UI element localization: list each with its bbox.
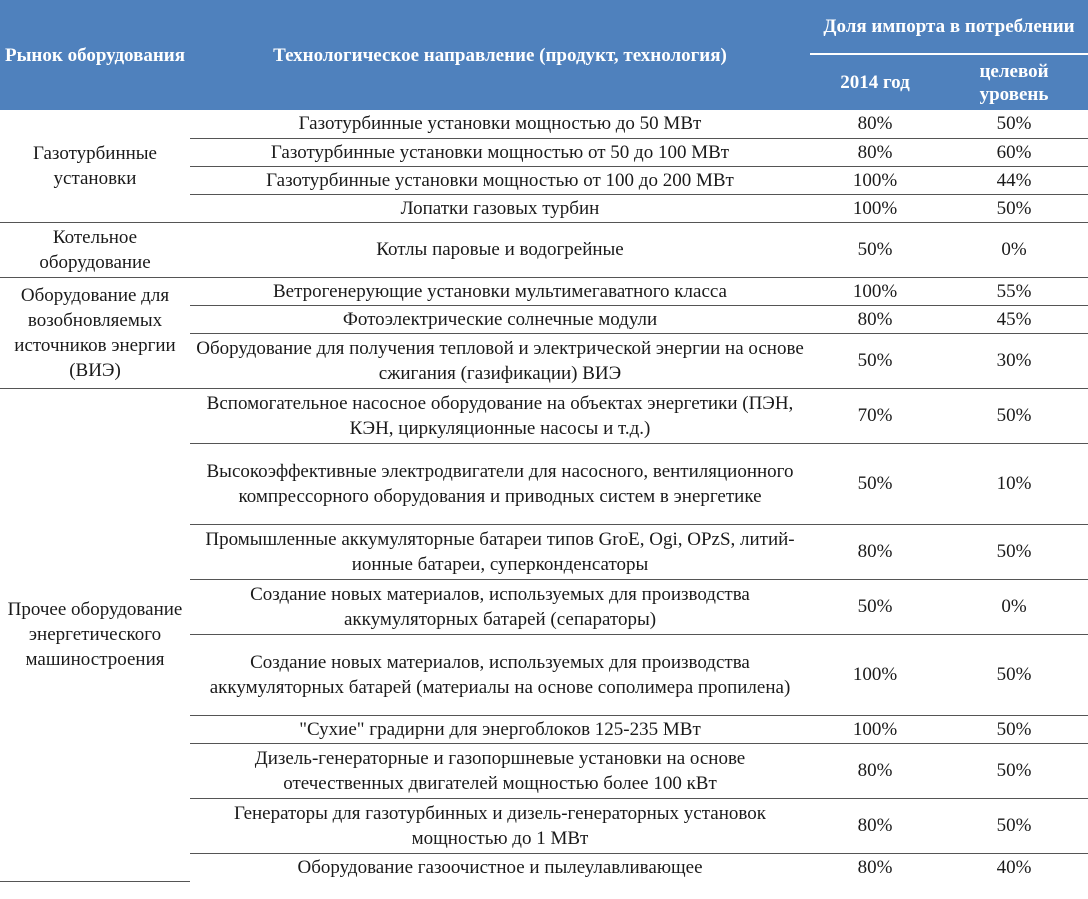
tech-cell: Котлы паровые и водогрейные: [190, 222, 810, 277]
import-2014-cell: 80%: [810, 110, 940, 138]
import-target-cell: 10%: [940, 443, 1088, 524]
import-2014-cell: 100%: [810, 634, 940, 715]
tech-cell: Лопатки газовых турбин: [190, 194, 810, 222]
table-row: [0, 110, 1088, 138]
import-2014-cell: 50%: [810, 443, 940, 524]
import-target-cell: 50%: [940, 798, 1088, 853]
import-target-cell: 0%: [940, 222, 1088, 277]
market-cell: Оборудование для возобновляемых источников энергии (ВИЭ): [0, 277, 190, 388]
table-body: [0, 110, 1088, 881]
import-target-cell: 44%: [940, 166, 1088, 194]
tech-cell: Создание новых материалов, используемых для производства аккумуляторных батарей (материалы на основе сополимера пропилена): [190, 634, 810, 715]
import-target-cell: 0%: [940, 579, 1088, 634]
tech-cell: Оборудование для получения тепловой и электрической энергии на основе сжигания (газификации) ВИЭ: [190, 333, 810, 388]
import-2014-cell: 100%: [810, 194, 940, 222]
market-cell: Котельное оборудование: [0, 222, 190, 277]
tech-cell: Создание новых материалов, используемых для производства аккумуляторных батарей (сепараторы): [190, 579, 810, 634]
market-cell: Прочее оборудование энергетического машиностроения: [0, 388, 190, 881]
import-2014-cell: 80%: [810, 524, 940, 579]
import-2014-cell: 100%: [810, 166, 940, 194]
import-target-cell: 55%: [940, 277, 1088, 305]
tech-cell: Промышленные аккумуляторные батареи типов GroE, Ogi, OPzS, литий-ионные батареи, суперконденсаторы: [190, 524, 810, 579]
import-target-cell: 50%: [940, 743, 1088, 798]
tech-cell: Высокоэффективные электродвигатели для насосного, вентиляционного компрессорного оборудования и приводных систем в энергетике: [190, 443, 810, 524]
header-import-share: Доля импорта в потреблении: [810, 0, 1088, 54]
import-2014-cell: 50%: [810, 579, 940, 634]
header-market: Рынок оборудования: [0, 0, 190, 110]
import-target-cell: 50%: [940, 388, 1088, 443]
import-target-cell: 30%: [940, 333, 1088, 388]
import-target-cell: 50%: [940, 524, 1088, 579]
table-row: [0, 222, 1088, 277]
import-target-cell: 40%: [996, 856, 1032, 878]
market-cell: Газотурбинные установки: [0, 110, 190, 222]
import-2014-cell: 50%: [810, 222, 940, 277]
import-target-cell: 50%: [940, 194, 1088, 222]
import-target-cell: 60%: [940, 138, 1088, 166]
tech-cell: Газотурбинные установки мощностью до 50 МВт: [190, 110, 810, 138]
table-header: [0, 0, 1088, 110]
import-2014-cell: 100%: [810, 277, 940, 305]
import-2014-cell: 80%: [810, 743, 940, 798]
import-2014-cell: 70%: [810, 388, 940, 443]
tech-cell: Газотурбинные установки мощностью от 50 до 100 МВт: [190, 138, 810, 166]
table-row: [0, 388, 1088, 443]
tech-cell: Оборудование газоочистное и пылеулавливающее: [297, 856, 703, 878]
table-row: [0, 277, 1088, 305]
import-2014-cell: 80%: [857, 856, 893, 878]
import-2014-cell: 80%: [810, 305, 940, 333]
header-target-level: целевой уровень: [940, 54, 1088, 110]
import-target-cell: 50%: [940, 110, 1088, 138]
import-2014-cell: 100%: [810, 715, 940, 743]
import-target-cell: 50%: [940, 715, 1088, 743]
header-tech: Технологическое направление (продукт, технология): [190, 0, 810, 110]
tech-cell: Вспомогательное насосное оборудование на объектах энергетики (ПЭН, КЭН, циркуляционные насосы и т.д.): [190, 388, 810, 443]
import-2014-cell: 80%: [810, 138, 940, 166]
import-target-cell: 45%: [940, 305, 1088, 333]
tech-cell: "Сухие" градирни для энергоблоков 125-235 МВт: [190, 715, 810, 743]
tech-cell: Газотурбинные установки мощностью от 100 до 200 МВт: [190, 166, 810, 194]
tech-cell: Генераторы для газотурбинных и дизель-генераторных установок мощностью до 1 МВт: [190, 798, 810, 853]
import-2014-cell: 50%: [810, 333, 940, 388]
tech-cell: Фотоэлектрические солнечные модули: [190, 305, 810, 333]
header-year-2014: 2014 год: [810, 54, 940, 110]
import-target-cell: 50%: [940, 634, 1088, 715]
tech-cell: Ветрогенерующие установки мультимегаватного класса: [190, 277, 810, 305]
tech-cell: Дизель-генераторные и газопоршневые установки на основе отечественных двигателей мощностью более 100 кВт: [190, 743, 810, 798]
import-2014-cell: 80%: [810, 798, 940, 853]
